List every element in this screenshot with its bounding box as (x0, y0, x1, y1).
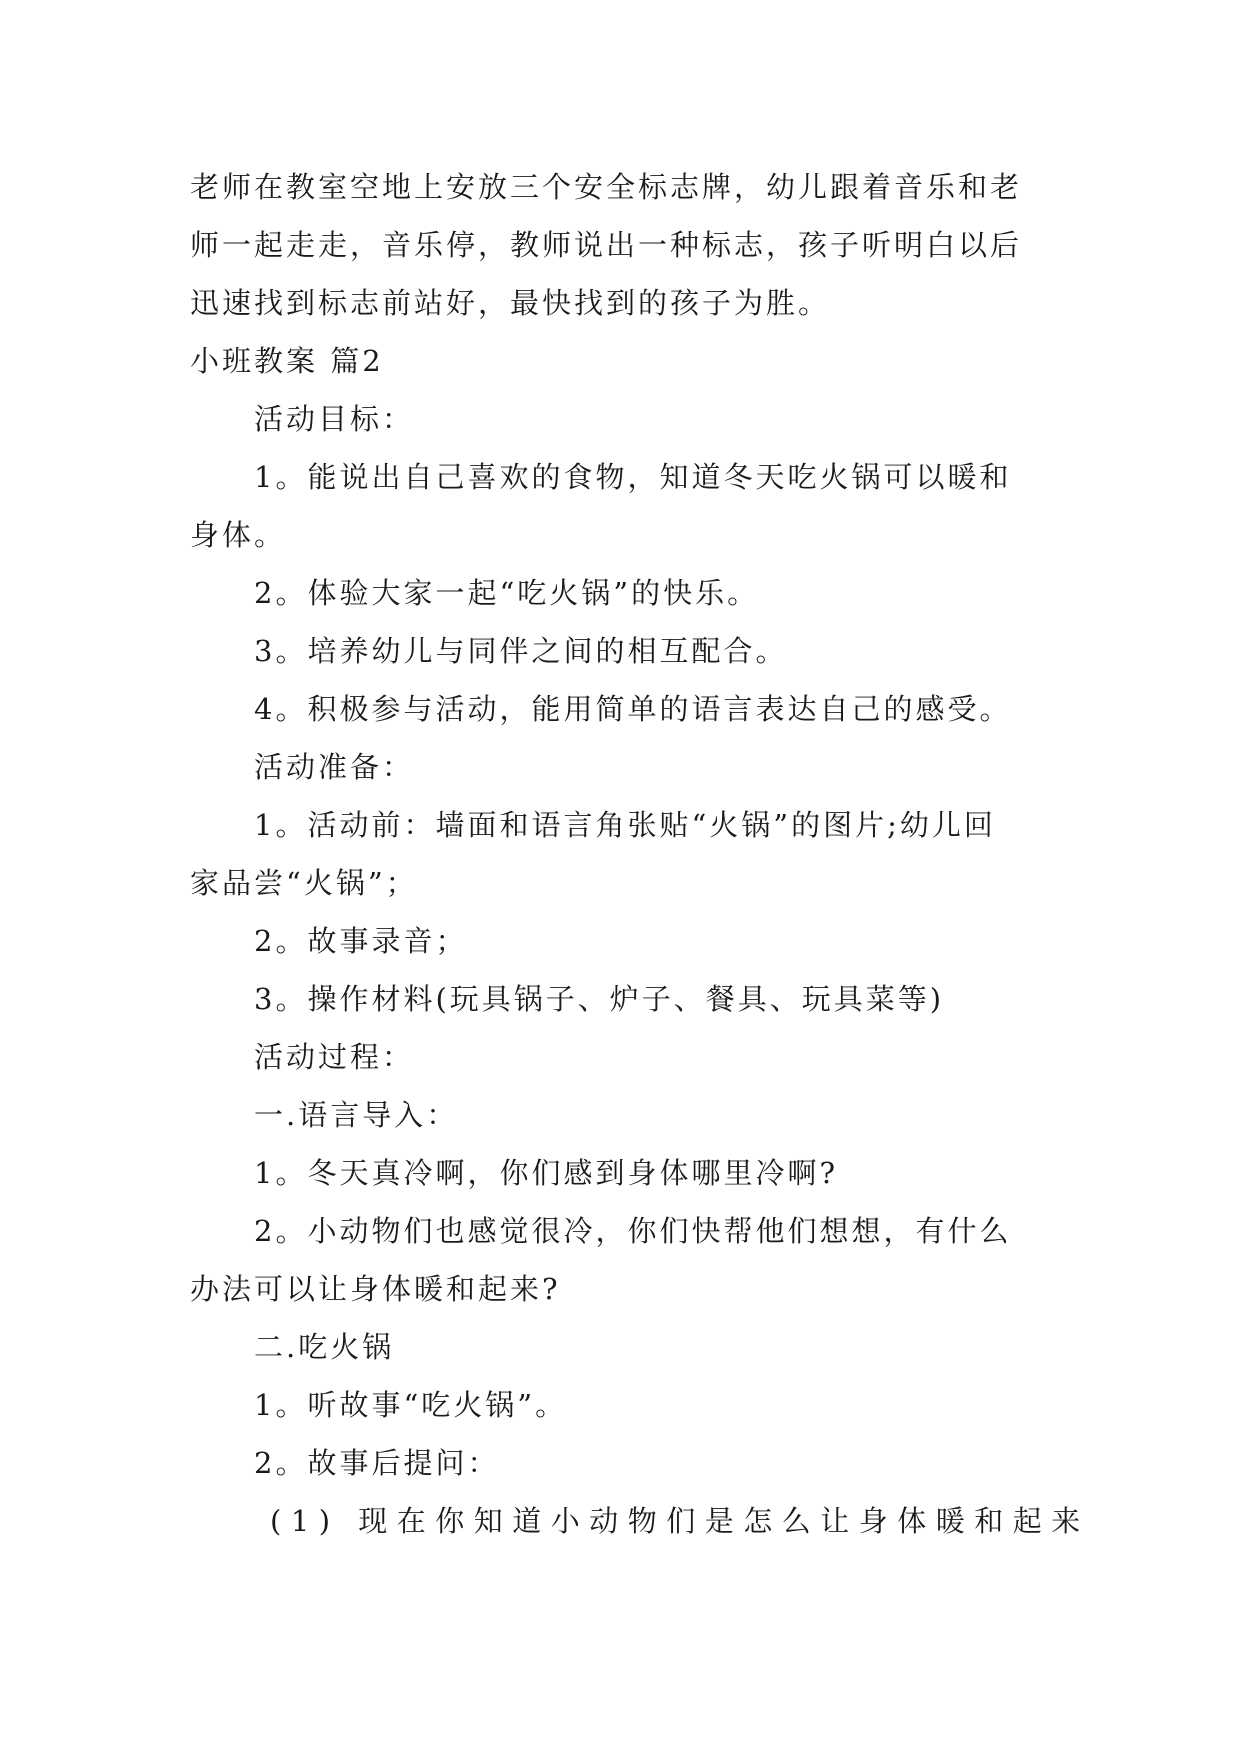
list-item-continuation: 身体。 (190, 518, 287, 552)
list-item: 3。操作材料(玩具锅子、炉子、餐具、玩具菜等) (254, 982, 945, 1016)
subheading-activity-goals: 活动目标： (254, 402, 415, 436)
list-item-continuation: 办法可以让身体暖和起来? (190, 1272, 561, 1306)
list-item: 1。冬天真冷啊，你们感到身体哪里冷啊? (254, 1156, 838, 1190)
step-heading: 二.吃火锅 (254, 1330, 395, 1364)
paragraph-line: 师一起走走，音乐停，教师说出一种标志，孩子听明白以后 (190, 228, 1023, 262)
document-body (190, 158, 1090, 1550)
sub-list-item: (1) 现在你知道小动物们是怎么让身体暖和起来 (270, 1504, 1090, 1538)
list-item: 2。小动物们也感觉很冷，你们快帮他们想想，有什么 (254, 1214, 1012, 1248)
list-item: 1。活动前：墙面和语言角张贴“火锅”的图片;幼儿回 (254, 808, 996, 842)
list-item: 4。积极参与活动，能用简单的语言表达自己的感受。 (254, 692, 1012, 726)
list-item: 3。培养幼儿与同伴之间的相互配合。 (254, 634, 788, 668)
paragraph-line: 迅速找到标志前站好，最快找到的孩子为胜。 (190, 286, 831, 320)
subheading-activity-preparation: 活动准备： (254, 750, 415, 784)
list-item: 1。听故事“吃火锅”。 (254, 1388, 568, 1422)
subheading-activity-process: 活动过程： (254, 1040, 415, 1074)
step-heading: 一.语言导入： (254, 1098, 459, 1132)
list-item-continuation: 家品尝“火锅”； (190, 866, 418, 900)
paragraph-line: 老师在教室空地上安放三个安全标志牌，幼儿跟着音乐和老 (190, 170, 1023, 204)
list-item: 1。能说出自己喜欢的食物，知道冬天吃火锅可以暖和 (254, 460, 1012, 494)
section-heading: 小班教案 篇2 (190, 344, 384, 378)
list-item: 2。体验大家一起“吃火锅”的快乐。 (254, 576, 760, 610)
list-item: 2。故事后提问： (254, 1446, 500, 1480)
list-item: 2。故事录音； (254, 924, 468, 958)
